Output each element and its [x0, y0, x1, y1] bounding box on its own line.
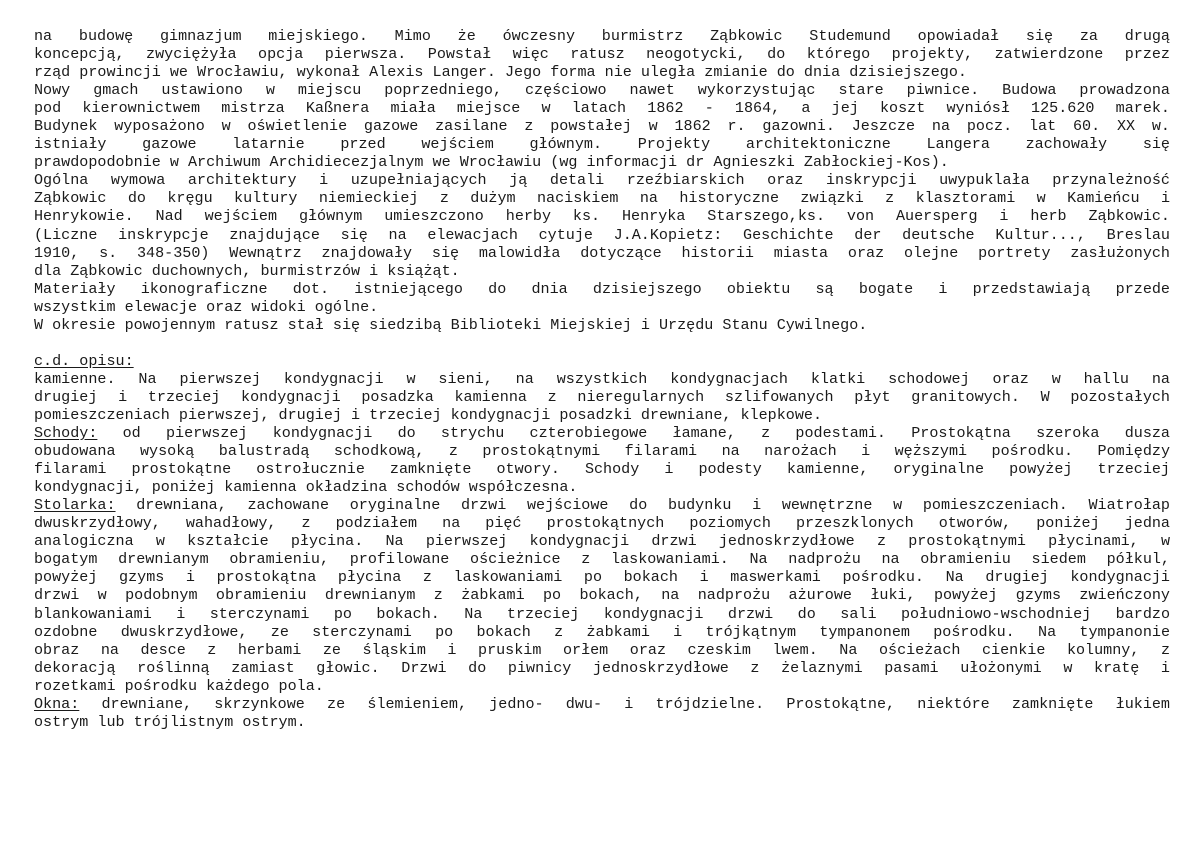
text-line: pomieszczeniach pierwszej, drugiej i trzeciej kondygnacji posadzki drewniane, klepkowe. — [34, 405, 823, 424]
okna-label: Okna: — [34, 694, 80, 713]
text-line: Henrykowie. Nad wejściem głównym umieszczono herby ks. Henryka Starszego,ks. von Auersperg i herb Ząbkowic. — [34, 207, 1170, 226]
paragraph-gap — [34, 334, 1170, 352]
stolarka-text: drewniana, zachowane oryginalne drzwi wejściowe do budynku i wewnętrzne w pomieszczeniach. Wiatrołap — [115, 496, 1170, 515]
text-line: Ząbkowic do kręgu kultury niemieckiej z dużym naciskiem na historyczne związki z klasztorami w Kamieńcu i — [34, 189, 1170, 208]
text-line: drzwi w podobnym obramieniu drewnianym z żabkami po bokach, na nadprożu ażurowe łuki, powyżej gzyms zwieńczony — [34, 586, 1170, 605]
text-line — [34, 496, 1170, 514]
text-line: ostrym lub trójlistnym ostrym. — [34, 712, 306, 731]
text-line: prawdopodobnie w Archiwum Archidiecezjalnym we Wrocławiu (wg informacji dr Agnieszki Zabłockiej-Kos). — [34, 153, 949, 172]
text-line: rząd prowincji we Wrocławiu, wykonał Alexis Langer. Jego forma nie uległa zmianie do dnia dzisiejszego. — [34, 63, 967, 82]
text-line: obraz na desce z herbami ze śląskim i pruskim orłem oraz czeskim lwem. Na ościeżach cienkie kolumny, z — [34, 640, 1170, 659]
text-line: drugiej i trzeciej kondygnacji posadzka kamienna z nieregularnych szlifowanych płyt granitowych. W pozostałych — [34, 387, 1170, 406]
section-heading-label: c.d. opisu: — [34, 351, 134, 370]
text-line: kamienne. Na pierwszej kondygnacji w sieni, na wszystkich kondygnacjach klatki schodowej oraz w hallu na — [34, 369, 1170, 388]
text-line — [34, 424, 1170, 442]
text-line: dla Ząbkowic duchownych, burmistrzów i książąt. — [34, 261, 460, 280]
text-line: rozetkami pośrodku każdego pola. — [34, 676, 324, 695]
text-line: (Liczne inskrypcje znajdujące się na elewacjach cytuje J.A.Kopietz: Geschichte der deutsche Kultur..., Breslau — [34, 225, 1170, 244]
text-line: wszystkim elewacje oraz widoki ogólne. — [34, 297, 379, 316]
text-line: Ogólna wymowa architektury i uzupełniających ją detali rzeźbiarskich oraz inskrypcji uwypuklała przynależność — [34, 171, 1170, 190]
schody-label: Schody: — [34, 424, 98, 443]
text-line: kondygnacji, poniżej kamienna okładzina schodów współczesna. — [34, 478, 578, 497]
text-line: Budynek wyposażono w oświetlenie gazowe zasilane z powstałej w 1862 r. gazowni. Jeszcze na pocz. lat 60. XX w. — [34, 117, 1170, 136]
text-line: Nowy gmach ustawiono w miejscu poprzedniego, częściowo nawet wykorzystując stare piwnice. Budowa prowadzona — [34, 81, 1170, 100]
text-line: obudowana wysoką balustradą schodkową, z prostokątnymi filarami na narożach i węższymi pośrodku. Pomiędzy — [34, 442, 1170, 461]
text-line: ozdobne dwuskrzydłowe, ze sterczynami po bokach z żabkami i trójkątnym tympanonem pośrodku. Na tympanonie — [34, 622, 1170, 641]
text-line: Materiały ikonograficzne dot. istniejącego do dnia dzisiejszego obiektu są bogate i przedstawiają przede — [34, 279, 1170, 298]
text-line: koncepcją, zwyciężyła opcja pierwsza. Powstał więc ratusz neogotycki, do którego projekty, zatwierdzone przez — [34, 45, 1170, 64]
text-line — [34, 695, 1170, 713]
text-line: pod kierownictwem mistrza Kaßnera miała miejsce w latach 1862 - 1864, a jej koszt wyniósł 125.620 marek. — [34, 99, 1170, 118]
text-line: powyżej gzyms i prostokątna płycina z laskowaniami po bokach i maswerkami pośrodku. Na drugiej kondygnacji — [34, 568, 1170, 587]
text-line: blankowaniami i sterczynami po bokach. Na trzeciej kondygnacji drzwi do sali południowo-wschodniej bardzo — [34, 604, 1170, 623]
text-line: dekoracją roślinną zamiast głowic. Drzwi do piwnicy jednoskrzydłowe z żelaznymi pasami ułożonymi w kratę i — [34, 658, 1170, 677]
text-line: 1910, s. 348-350) Wewnątrz znajdowały się malowidła dotyczące historii miasta oraz olejne portrety zasłużonych — [34, 243, 1170, 262]
text-line: dwuskrzydłowy, wahadłowy, z podziałem na pięć prostokątnych poziomych przeszklonych otworów, poniżej jedna — [34, 514, 1170, 533]
text-line: bogatym drewnianym obramieniu, profilowane ościeżnice z laskowaniami. Na nadprożu na obramieniu siedem półkul, — [34, 550, 1170, 569]
text-line: analogiczna w kształcie płycina. Na pierwszej kondygnacji drzwi jednoskrzydłowe z prostokątnymi płycinami, w — [34, 532, 1170, 551]
stolarka-label: Stolarka: — [34, 496, 116, 515]
text-line: filarami prostokątne ostrołucznie zamknięte otwory. Schody i podesty kamienne, oryginalne powyżej trzeciej — [34, 460, 1170, 479]
document-page — [34, 27, 1170, 731]
okna-text: drewniane, skrzynkowe ze ślemieniem, jedno- dwu- i trójdzielne. Prostokątne, niektóre zamknięte łukiem — [79, 694, 1170, 713]
text-line: W okresie powojennym ratusz stał się siedzibą Biblioteki Miejskiej i Urzędu Stanu Cywilnego. — [34, 315, 868, 334]
schody-text: od pierwszej kondygnacji do strychu czterobiegowe łamane, z podestami. Prostokątna szeroka dusza — [97, 424, 1170, 443]
text-line: na budowę gimnazjum miejskiego. Mimo że ówczesny burmistrz Ząbkowic Studemund opowiadał się za drugą — [34, 27, 1170, 45]
text-line: istniały gazowe latarnie przed wejściem głównym. Projekty architektoniczne Langera zachowały się — [34, 135, 1170, 154]
section-heading — [34, 352, 1170, 370]
